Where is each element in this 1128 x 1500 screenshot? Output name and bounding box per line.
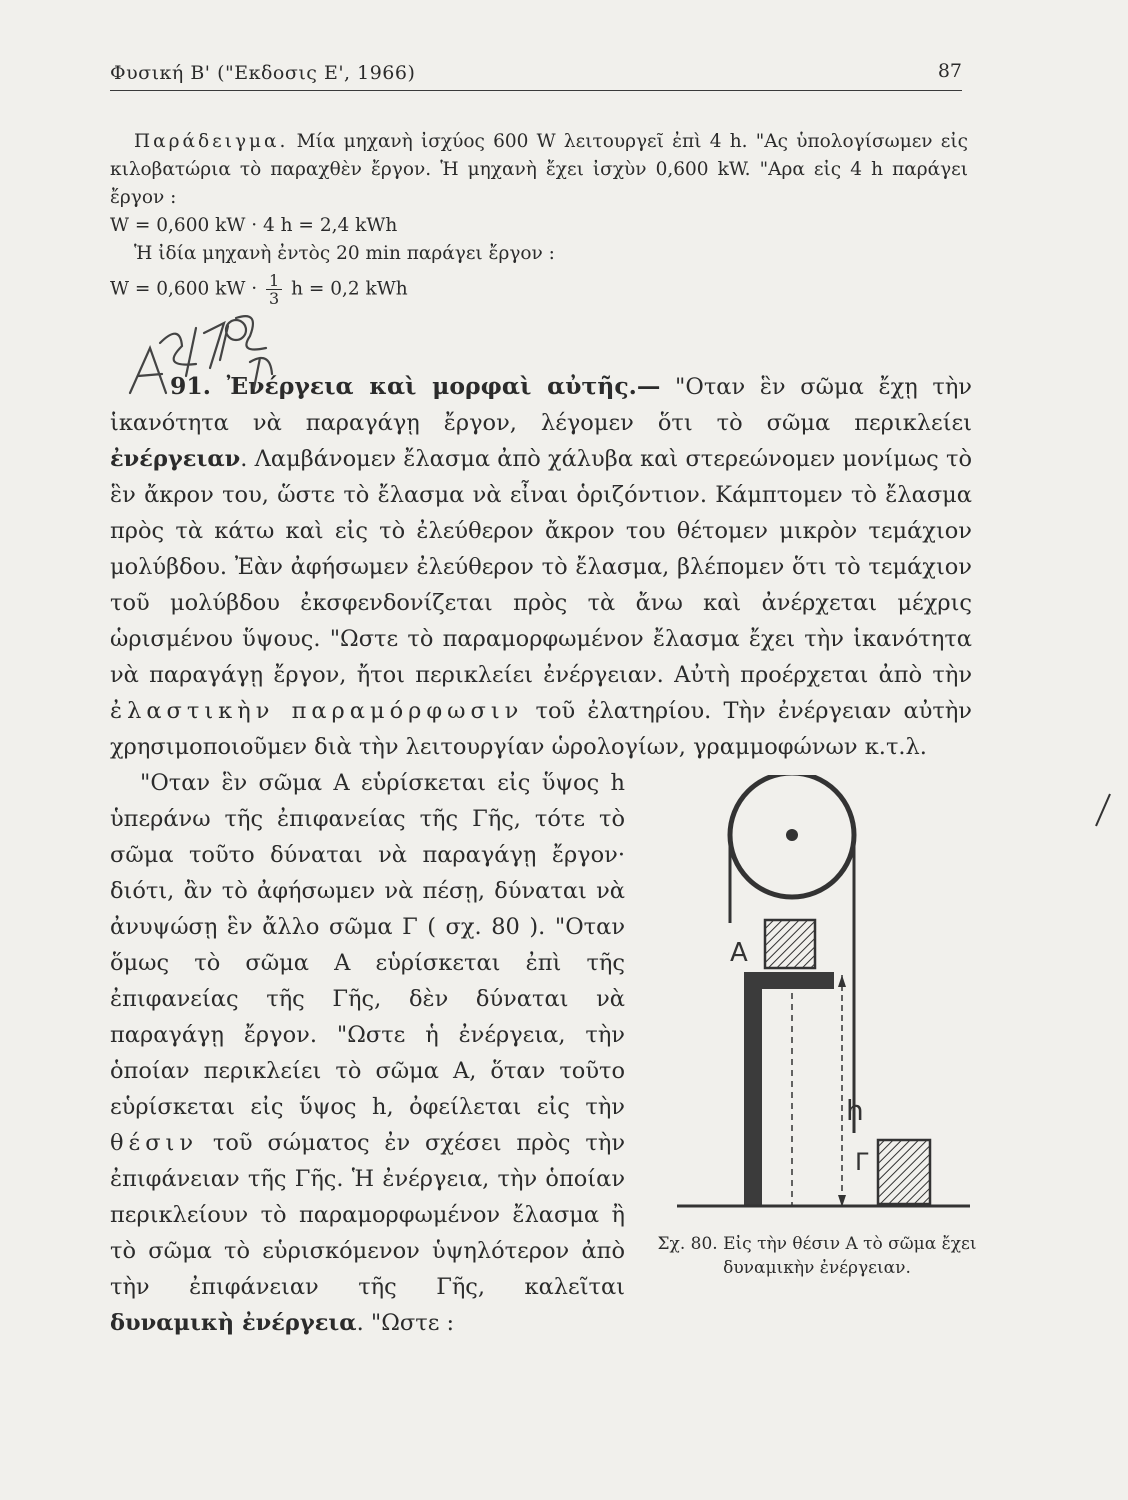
- example-label: Παράδειγμα.: [134, 131, 289, 152]
- margin-mark: [1092, 790, 1114, 830]
- p2-tracked-term: θέσιν: [110, 1130, 199, 1156]
- height-arrow: [838, 975, 846, 1207]
- p2-part-c: . "Ωστε :: [356, 1310, 455, 1336]
- support-stand: [744, 972, 834, 1205]
- body-a: [765, 920, 815, 968]
- p1-bold-term: ἐνέργειαν: [110, 446, 241, 472]
- example-paragraph: [110, 128, 968, 212]
- example-text-2: Ἡ ἰδία μηχανὴ ἐντὸς 20 min παράγει ἔργον :: [134, 243, 555, 264]
- section-paragraph-2: [110, 765, 625, 1341]
- p1-part-c: τοῦ ἐλατηρίου. Τὴν ἐνέργειαν αὐτὴν χρησιμοποιοῦμεν διὰ τὴν λειτουργίαν ὡρολογίων, γραμμοφώνων κ.τ.λ.: [110, 698, 972, 760]
- p1-part-a: "Οταν ἓν σῶμα ἔχῃ τὴν ἱκανότητα νὰ παραγάγῃ ἔργον, λέγομεν ὅτι τὸ σῶμα περικλείει: [110, 374, 972, 436]
- p2-bold-term: δυναμικὴ ἐνέργεια: [110, 1310, 357, 1336]
- formula-2-left: W = 0,600 kW ·: [110, 278, 258, 300]
- p1-tracked-term: ἐλαστικὴν παραμόρφωσιν: [110, 698, 524, 724]
- example-text-1: Μία μηχανὴ ἰσχύος 600 W λειτουργεῖ ἐπὶ 4 h. "Ας ὑπολογίσωμεν εἰς κιλοβατώρια τὸ παραχθὲν ἔργον. Ἡ μηχανὴ ἔχει ἰσχὺν 0,600 kW. "Αρα εἰς 4 h παράγει ἔργον :: [110, 131, 968, 208]
- fraction-denominator: 3: [269, 289, 280, 308]
- label-h: h: [846, 1094, 864, 1127]
- pulley: [730, 775, 854, 897]
- p2-part-b: τοῦ σώματος ἐν σχέσει πρὸς τὴν ἐπιφάνειαν τῆς Γῆς. Ἡ ἐνέργεια, τὴν ὁποίαν περικλείουν τὸ παραμορφωμένον ἔλασμα ἢ τὸ σῶμα τὸ εὑρισκόμενον ὑψηλότερον ἀπὸ τὴν ἐπιφάνειαν τῆς Γῆς, καλεῖται: [110, 1130, 625, 1300]
- fraction-numerator: 1: [266, 272, 282, 290]
- formula-1: W = 0,600 kW · 4 h = 2,4 kWh: [110, 215, 398, 236]
- label-a: A: [730, 938, 748, 968]
- p2-part-a: "Οταν ἓν σῶμα Α εὑρίσκεται εἰς ὕψος h ὑπεράνω τῆς ἐπιφανείας τῆς Γῆς, τότε τὸ σῶμα τοῦτο δύναται νὰ παραγάγῃ ἔργον· διότι, ἂν τὸ ἀφήσωμεν νὰ πέσῃ, δύναται νὰ ἀνυψώσῃ ἓν ἄλλο σῶμα Γ ( σχ. 80 ). "Οταν ὅμως τὸ σῶμα Α εὑρίσκεται ἐπὶ τῆς ἐπιφανείας τῆς Γῆς, δὲν δύναται νὰ παραγάγῃ ἔργον. "Ωστε ἡ ἐνέργεια, τὴν ὁποίαν περικλείει τὸ σῶμα Α, ὅταν τοῦτο εὑρίσκεται εἰς ὕψος h, ὀφείλεται εἰς τὴν: [110, 770, 625, 1120]
- section-paragraph-1: [110, 368, 972, 765]
- figure-80: [672, 775, 972, 1245]
- figure-caption: Σχ. 80. Εἰς τὴν θέσιν Α τὸ σῶμα ἔχει δυναμικὴν ἐνέργειαν.: [657, 1234, 977, 1278]
- label-g: Γ: [855, 1148, 869, 1176]
- section-title: 91. Ἐνέργεια καὶ μορφαὶ αὐτῆς.—: [170, 372, 661, 400]
- formula-2-right: h = 0,2 kWh: [291, 278, 408, 300]
- body-g: [878, 1140, 930, 1204]
- running-title: Φυσική Β' ("Εκδοσις Ε', 1966): [110, 62, 416, 84]
- example-block: [110, 128, 968, 307]
- handwritten-annotation: [100, 288, 290, 408]
- page-number: 87: [937, 60, 962, 82]
- page-header: [110, 58, 962, 91]
- p1-part-b: . Λαμβάνομεν ἔλασμα ἀπὸ χάλυβα καὶ στερεώνομεν μονίμως τὸ ἓν ἄκρον του, ὥστε τὸ ἔλασμα νὰ εἶναι ὁριζόντιον. Κάμπτομεν τὸ ἔλασμα πρὸς τὰ κάτω καὶ εἰς τὸ ἐλεύθερον ἄκρον του θέτομεν μικρὸν τεμάχιον μολύβδου. Ἐὰν ἀφήσωμεν ἐλεύθερον τὸ ἔλασμα, βλέπομεν ὅτι τὸ τεμάχιον τοῦ μολύβδου ἐκσφενδονίζεται πρὸς τὰ ἄνω καὶ ἀνέρχεται μέχρις ὡρισμένου ὕψους. "Ωστε τὸ παραμορφωμένον ἔλασμα ἔχει τὴν ἱκανότητα νὰ παραγάγῃ ἔργον, ἤτοι περικλείει ἐνέργειαν. Αὐτὴ προέρχεται ἀπὸ τὴν: [110, 446, 972, 688]
